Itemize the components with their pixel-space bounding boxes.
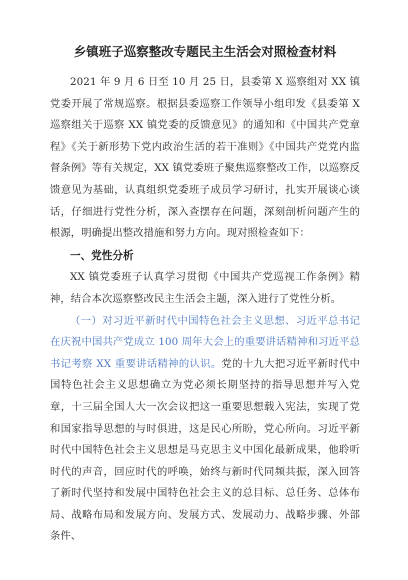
item-paragraph (50, 311, 360, 549)
document-title: 乡镇班子巡察整改专题民主生活会对照检查材料 (73, 44, 337, 59)
section-heading-party-spirit: 一、党性分析 (70, 249, 134, 262)
item-body-text: 党的十九大把习近平新时代中国特色社会主义思想确立为党必须长期坚持的指导思想并写入党章，十三届全国人大一次会议把这一重要思想载入宪法，实现了党和国家指导思想的与时俱进，这是民心所盼，党心所向。习近平新时代中国特色社会主义思想是马克思主义中国化最新成果，他聆听时代的声音，回应时代的呼唤，始终与新时代同频共振，深入回答了新时代坚持和发展中国特色社会主义的总目标、总任务、总体布局、战略布局和发展方向、发展方式、发展动力、战略步骤、外部条件、 (50, 357, 360, 543)
section-paragraph: XX 镇党委班子认真学习贯彻《中国共产党巡视工作条例》精神，结合本次巡察整改民主生活会主题，深入进行了党性分析。 (50, 271, 360, 305)
document-page (50, 44, 360, 548)
intro-paragraph: 2021 年 9 月 6 日至 10 月 25 日，县委第 X 巡察组对 XX 镇党委开展了常规巡察。根据县委巡察工作领导小组印发《县委第 X 巡察组关于巡察 XX 镇党委的反馈意见》的通知和《中国共产党章程》《关于新形势下党内政治生活的若干准则》《中国共产党党内监督条例》等有关规定，XX 镇党委班子聚焦巡察整改工作，以巡察反馈意见为基础，认真组织党委班子成员学习研讨，扎实开展谈心谈话，仔细进行党性分析，深入查摆存在问题，深刻剖析问题产生的根源，明确提出整改措施和努力方向。现对照检查如下： (50, 76, 360, 240)
highlighted-subheading: （一）对习近平新时代中国特色社会主义思想、习近平总书记在庆祝中国共产党成立 100 周年大会上的重要讲话精神和习近平总书记考察 XX 重要讲话精神的认识。 (50, 314, 360, 370)
